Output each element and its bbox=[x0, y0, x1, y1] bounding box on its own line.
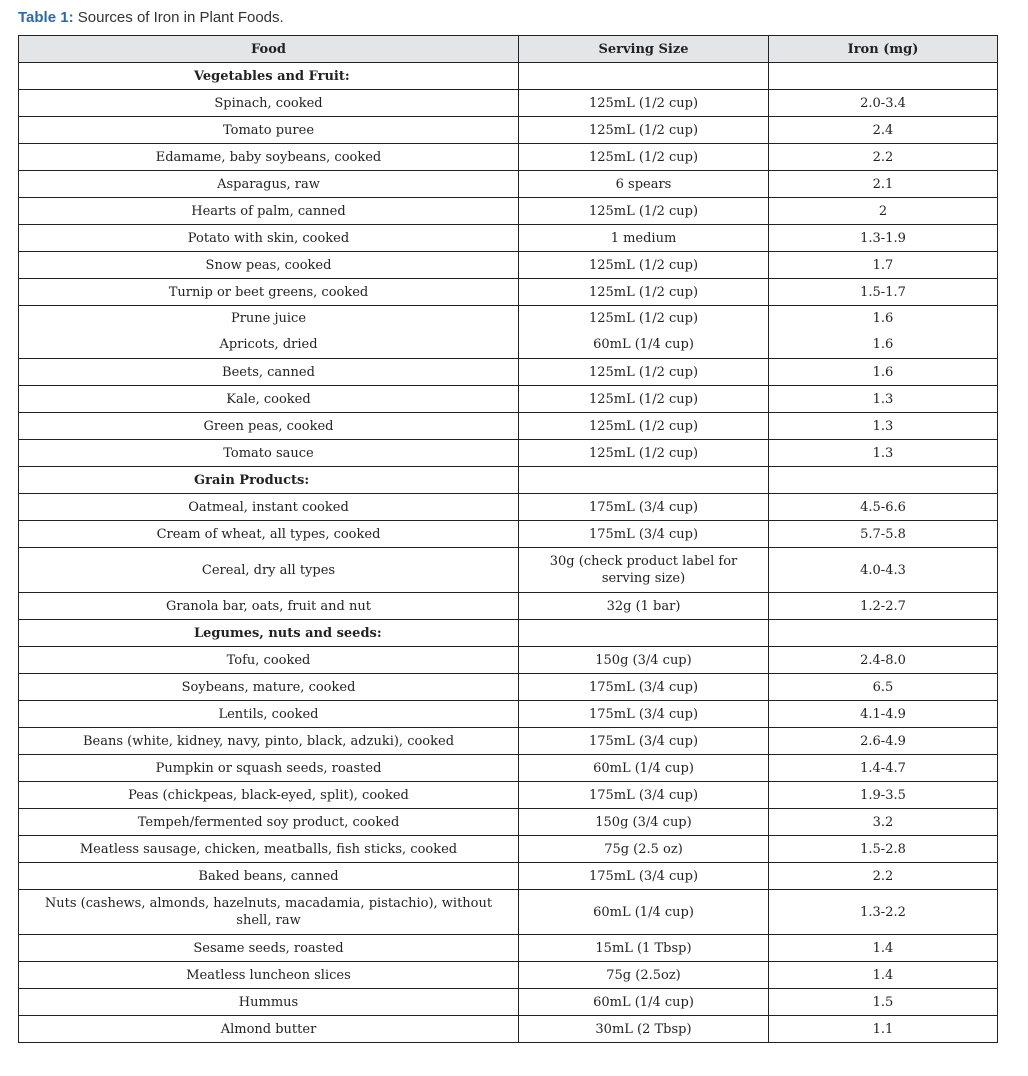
food-cell: Spinach, cooked bbox=[19, 90, 519, 117]
food-cell: Turnip or beet greens, cooked bbox=[19, 279, 519, 306]
iron-cell: 2 bbox=[769, 198, 998, 225]
serving-cell: 175mL (3/4 cup) bbox=[519, 863, 769, 890]
iron-cell: 2.0-3.4 bbox=[769, 90, 998, 117]
food-line: Apricots, dried bbox=[219, 337, 318, 352]
food-cell: Beets, canned bbox=[19, 359, 519, 386]
iron-cell: 1.3 bbox=[769, 440, 998, 467]
iron-cell: 1.3 bbox=[769, 386, 998, 413]
serving-cell: 1 medium bbox=[519, 225, 769, 252]
iron-cell: 6.5 bbox=[769, 674, 998, 701]
table-row bbox=[19, 836, 998, 863]
food-cell: Snow peas, cooked bbox=[19, 252, 519, 279]
table-row bbox=[19, 440, 998, 467]
table-row bbox=[19, 647, 998, 674]
serving-cell: 30g (check product label for serving size) bbox=[519, 548, 769, 593]
iron-cell: 1.1 bbox=[769, 1016, 998, 1043]
iron-cell: 2.4-8.0 bbox=[769, 647, 998, 674]
table-row bbox=[19, 593, 998, 620]
serving-cell: 60mL (1/4 cup) bbox=[519, 890, 769, 935]
serving-cell: 125mL (1/2 cup) bbox=[519, 359, 769, 386]
table-row bbox=[19, 225, 998, 252]
food-cell: Lentils, cooked bbox=[19, 701, 519, 728]
serving-cell: 15mL (1 Tbsp) bbox=[519, 935, 769, 962]
section-title: Vegetables and Fruit: bbox=[19, 63, 519, 90]
iron-cell: 1.6 bbox=[769, 359, 998, 386]
food-cell: Hummus bbox=[19, 989, 519, 1016]
iron-cell: 1.4-4.7 bbox=[769, 755, 998, 782]
table-row bbox=[19, 782, 998, 809]
serving-cell: 125mL (1/2 cup) bbox=[519, 144, 769, 171]
food-cell: Potato with skin, cooked bbox=[19, 225, 519, 252]
food-cell: Almond butter bbox=[19, 1016, 519, 1043]
table-row bbox=[19, 117, 998, 144]
table-row bbox=[19, 674, 998, 701]
food-cell: Hearts of palm, canned bbox=[19, 198, 519, 225]
section-title: Legumes, nuts and seeds: bbox=[19, 620, 519, 647]
iron-cell: 2.4 bbox=[769, 117, 998, 144]
table-row bbox=[19, 890, 998, 935]
serving-cell: 60mL (1/4 cup) bbox=[519, 989, 769, 1016]
table-row bbox=[19, 989, 998, 1016]
serving-cell bbox=[519, 306, 769, 359]
table-header-row bbox=[19, 36, 998, 63]
food-line: Prune juice bbox=[230, 311, 307, 326]
food-cell: Sesame seeds, roasted bbox=[19, 935, 519, 962]
header-food: Food bbox=[19, 36, 519, 63]
table-row bbox=[19, 144, 998, 171]
food-cell: Peas (chickpeas, black-eyed, split), cooked bbox=[19, 782, 519, 809]
food-cell: Granola bar, oats, fruit and nut bbox=[19, 593, 519, 620]
table-row bbox=[19, 962, 998, 989]
table-row bbox=[19, 413, 998, 440]
iron-cell bbox=[769, 306, 998, 359]
iron-cell: 5.7-5.8 bbox=[769, 521, 998, 548]
iron-cell: 1.5-2.8 bbox=[769, 836, 998, 863]
iron-cell: 1.3 bbox=[769, 413, 998, 440]
serving-cell: 125mL (1/2 cup) bbox=[519, 413, 769, 440]
serving-cell: 175mL (3/4 cup) bbox=[519, 521, 769, 548]
section-row bbox=[19, 620, 998, 647]
iron-line: 1.6 bbox=[872, 337, 894, 352]
food-cell: Meatless sausage, chicken, meatballs, fish sticks, cooked bbox=[19, 836, 519, 863]
food-cell bbox=[19, 306, 519, 359]
serving-cell: 175mL (3/4 cup) bbox=[519, 674, 769, 701]
food-cell: Kale, cooked bbox=[19, 386, 519, 413]
serving-cell: 175mL (3/4 cup) bbox=[519, 782, 769, 809]
iron-cell: 2.1 bbox=[769, 171, 998, 198]
iron-sources-table bbox=[18, 35, 998, 1043]
section-title: Grain Products: bbox=[19, 467, 519, 494]
iron-cell: 2.2 bbox=[769, 144, 998, 171]
iron-cell: 1.5 bbox=[769, 989, 998, 1016]
food-cell: Beans (white, kidney, navy, pinto, black, adzuki), cooked bbox=[19, 728, 519, 755]
food-cell: Pumpkin or squash seeds, roasted bbox=[19, 755, 519, 782]
food-cell: Soybeans, mature, cooked bbox=[19, 674, 519, 701]
iron-cell: 1.4 bbox=[769, 935, 998, 962]
food-cell: Tofu, cooked bbox=[19, 647, 519, 674]
serving-line: 125mL (1/2 cup) bbox=[588, 311, 699, 326]
iron-cell: 4.0-4.3 bbox=[769, 548, 998, 593]
serving-cell: 75g (2.5 oz) bbox=[519, 836, 769, 863]
table-row bbox=[19, 306, 998, 359]
food-cell: Nuts (cashews, almonds, hazelnuts, macadamia, pistachio), without shell, raw bbox=[19, 890, 519, 935]
iron-cell: 1.5-1.7 bbox=[769, 279, 998, 306]
food-cell: Oatmeal, instant cooked bbox=[19, 494, 519, 521]
table-caption-text: Sources of Iron in Plant Foods. bbox=[77, 9, 284, 26]
table-row bbox=[19, 701, 998, 728]
table-row bbox=[19, 809, 998, 836]
table-row bbox=[19, 1016, 998, 1043]
serving-cell: 6 spears bbox=[519, 171, 769, 198]
table-row bbox=[19, 171, 998, 198]
serving-cell: 75g (2.5oz) bbox=[519, 962, 769, 989]
iron-cell: 3.2 bbox=[769, 809, 998, 836]
serving-cell: 150g (3/4 cup) bbox=[519, 647, 769, 674]
table-row bbox=[19, 252, 998, 279]
food-cell: Meatless luncheon slices bbox=[19, 962, 519, 989]
header-serving-size: Serving Size bbox=[519, 36, 769, 63]
serving-line: 60mL (1/4 cup) bbox=[593, 337, 694, 352]
serving-cell: 32g (1 bar) bbox=[519, 593, 769, 620]
table-row bbox=[19, 386, 998, 413]
section-row bbox=[19, 467, 998, 494]
section-row bbox=[19, 63, 998, 90]
table-row bbox=[19, 755, 998, 782]
table-row bbox=[19, 279, 998, 306]
food-cell: Tomato sauce bbox=[19, 440, 519, 467]
iron-cell: 1.3-1.9 bbox=[769, 225, 998, 252]
iron-cell: 1.4 bbox=[769, 962, 998, 989]
serving-cell: 175mL (3/4 cup) bbox=[519, 701, 769, 728]
table-row bbox=[19, 935, 998, 962]
iron-cell: 1.2-2.7 bbox=[769, 593, 998, 620]
table-caption bbox=[18, 9, 284, 26]
food-cell: Asparagus, raw bbox=[19, 171, 519, 198]
iron-cell: 1.7 bbox=[769, 252, 998, 279]
serving-cell: 150g (3/4 cup) bbox=[519, 809, 769, 836]
iron-cell: 2.2 bbox=[769, 863, 998, 890]
serving-cell: 30mL (2 Tbsp) bbox=[519, 1016, 769, 1043]
table-row bbox=[19, 90, 998, 117]
food-cell: Cream of wheat, all types, cooked bbox=[19, 521, 519, 548]
iron-cell: 4.1-4.9 bbox=[769, 701, 998, 728]
table-row bbox=[19, 494, 998, 521]
serving-cell: 125mL (1/2 cup) bbox=[519, 198, 769, 225]
serving-cell: 125mL (1/2 cup) bbox=[519, 386, 769, 413]
iron-line: 1.6 bbox=[872, 311, 894, 326]
iron-cell: 1.9-3.5 bbox=[769, 782, 998, 809]
food-cell: Baked beans, canned bbox=[19, 863, 519, 890]
table-row bbox=[19, 863, 998, 890]
serving-cell: 125mL (1/2 cup) bbox=[519, 90, 769, 117]
table-row bbox=[19, 728, 998, 755]
iron-cell: 4.5-6.6 bbox=[769, 494, 998, 521]
table-row bbox=[19, 548, 998, 593]
iron-cell: 1.3-2.2 bbox=[769, 890, 998, 935]
serving-cell: 125mL (1/2 cup) bbox=[519, 440, 769, 467]
serving-cell: 175mL (3/4 cup) bbox=[519, 728, 769, 755]
food-cell: Green peas, cooked bbox=[19, 413, 519, 440]
table-row bbox=[19, 198, 998, 225]
serving-cell: 175mL (3/4 cup) bbox=[519, 494, 769, 521]
food-cell: Tempeh/fermented soy product, cooked bbox=[19, 809, 519, 836]
serving-cell: 125mL (1/2 cup) bbox=[519, 117, 769, 144]
food-cell: Edamame, baby soybeans, cooked bbox=[19, 144, 519, 171]
table-row bbox=[19, 359, 998, 386]
table-row bbox=[19, 521, 998, 548]
food-cell: Cereal, dry all types bbox=[19, 548, 519, 593]
serving-cell: 125mL (1/2 cup) bbox=[519, 279, 769, 306]
iron-cell: 2.6-4.9 bbox=[769, 728, 998, 755]
serving-cell: 125mL (1/2 cup) bbox=[519, 252, 769, 279]
food-cell: Tomato puree bbox=[19, 117, 519, 144]
header-iron: Iron (mg) bbox=[769, 36, 998, 63]
table-caption-label: Table 1: bbox=[18, 9, 74, 26]
serving-cell: 60mL (1/4 cup) bbox=[519, 755, 769, 782]
